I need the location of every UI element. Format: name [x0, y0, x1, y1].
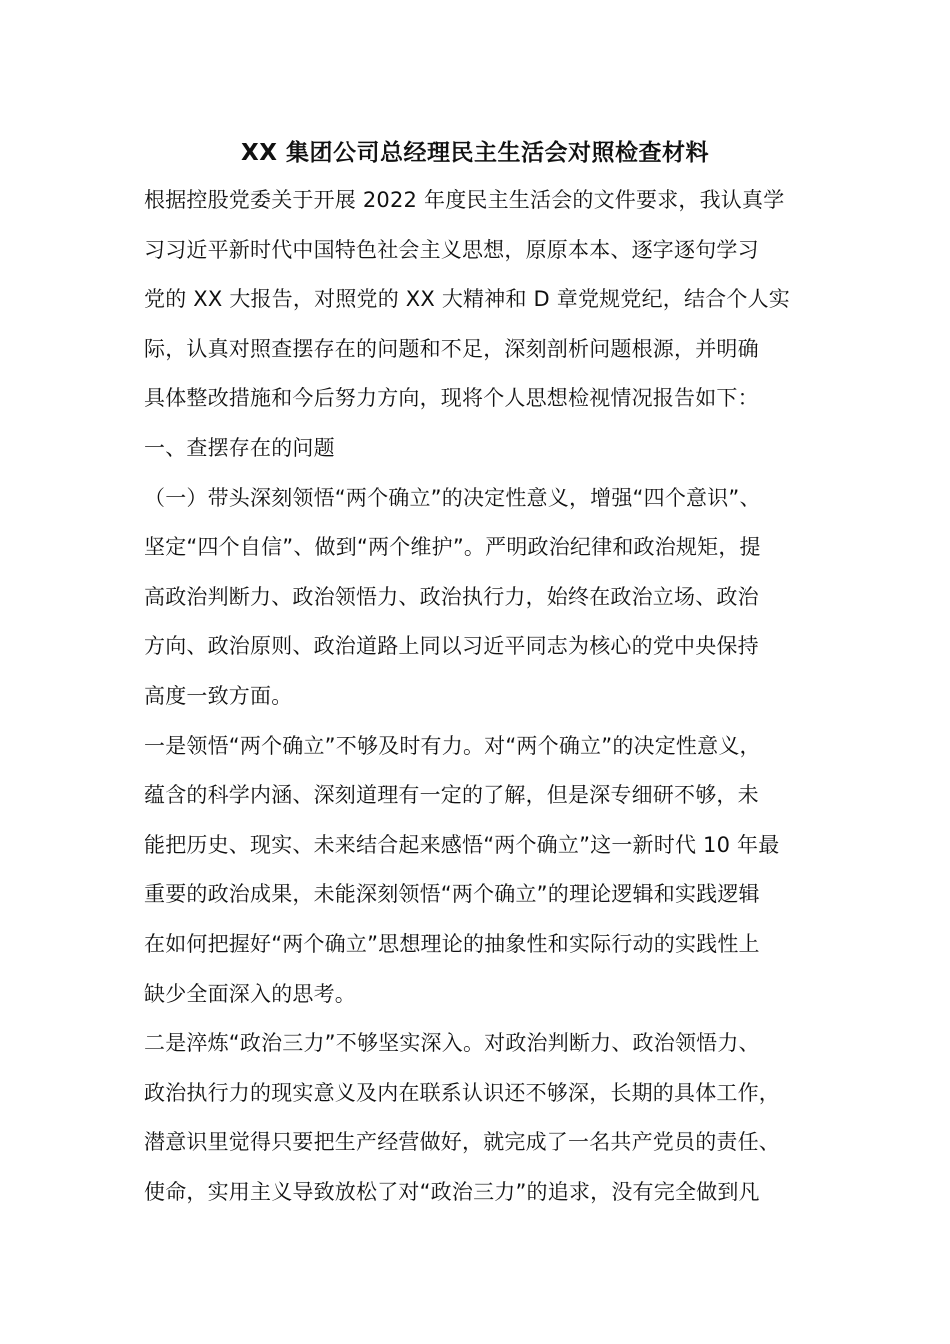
document-body [144, 182, 814, 1223]
paragraph-line: 党的 XX 大报告，对照党的 XX 大精神和 D 章党规党纪，结合个人实 [144, 287, 790, 312]
document-title: XX 集团公司总经理民主生活会对照检查材料 [241, 140, 709, 166]
paragraph-line: 重要的政治成果，未能深刻领悟“两个确立”的理论逻辑和实践逻辑 [144, 882, 760, 907]
paragraph-line: 使命，实用主义导致放松了对“政治三力”的追求，没有完全做到凡 [144, 1179, 760, 1204]
paragraph-line: 际，认真对照查摆存在的问题和不足，深刻剖析问题根源，并明确 [144, 336, 759, 361]
section-heading: 一、查摆存在的问题 [144, 435, 335, 460]
paragraph-line: 具体整改措施和今后努力方向，现将个人思想检视情况报告如下： [144, 386, 759, 411]
paragraph-line: 坚定“四个自信”、做到“两个维护”。严明政治纪律和政治规矩，提 [144, 535, 761, 560]
paragraph-line: 根据控股党委关于开展 2022 年度民主生活会的文件要求，我认真学 [144, 188, 785, 212]
paragraph-line: 潜意识里觉得只要把生产经营做好，就完成了一名共产党员的责任、 [144, 1130, 780, 1155]
paragraph-line: 缺少全面深入的思考。 [144, 981, 356, 1006]
paragraph-line: 高政治判断力、政治领悟力、政治执行力，始终在政治立场、政治 [144, 584, 759, 609]
paragraph-line: 蕴含的科学内涵、深刻道理有一定的了解，但是深专细研不够，未 [144, 783, 759, 808]
paragraph-line: （一）带头深刻领悟“两个确立”的决定性意义，增强“四个意识”、 [144, 485, 761, 510]
paragraph-line: 习习近平新时代中国特色社会主义思想，原原本本、逐字逐句学习 [144, 237, 759, 262]
paragraph-line: 方向、政治原则、政治道路上同以习近平同志为核心的党中央保持 [144, 634, 759, 659]
paragraph-line: 高度一致方面。 [144, 683, 293, 708]
paragraph-line: 政治执行力的现实意义及内在联系认识还不够深，长期的具体工作， [144, 1080, 780, 1105]
paragraph-line: 能把历史、现实、未来结合起来感悟“两个确立”这一新时代 10 年最 [144, 832, 780, 857]
paragraph-line: 一是领悟“两个确立”不够及时有力。对“两个确立”的决定性意义， [144, 733, 761, 758]
paragraph-line: 二是淬炼“政治三力”不够坚实深入。对政治判断力、政治领悟力、 [144, 1031, 760, 1056]
paragraph-line: 在如何把握好“两个确立”思想理论的抽象性和实际行动的实践性上 [144, 931, 760, 956]
